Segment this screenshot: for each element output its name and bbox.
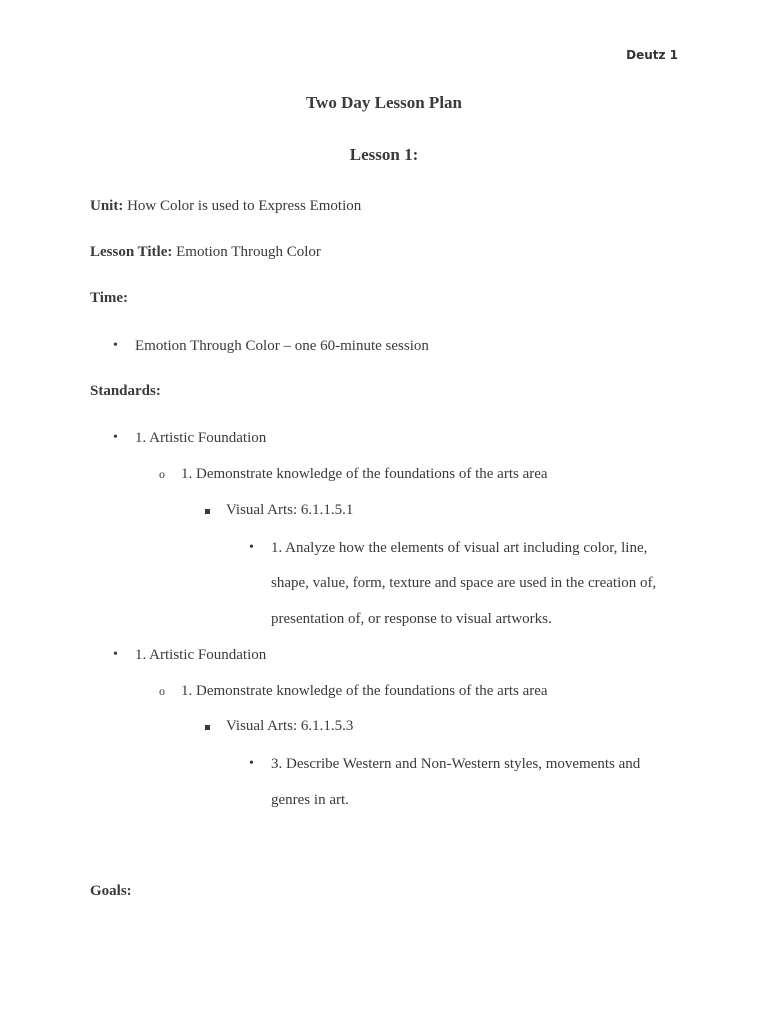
standard-detail-line: • 3. Describe Western and Non-Western styles, movements and bbox=[271, 756, 640, 773]
standard-knowledge: o 1. Demonstrate knowledge of the foundations of the arts area bbox=[181, 683, 548, 700]
standard-visual-arts: Visual Arts: 6.1.1.5.3 bbox=[226, 718, 354, 734]
document-title: Two Day Lesson Plan bbox=[305, 93, 462, 112]
unit-value: How Color is used to Express Emotion bbox=[127, 198, 362, 214]
lesson-title-label: Lesson Title: bbox=[90, 244, 173, 260]
lesson-title-value: Emotion Through Color bbox=[176, 244, 321, 260]
lesson-heading: Lesson 1: bbox=[349, 145, 419, 164]
running-head: Deutz 1 bbox=[626, 48, 678, 62]
time-label: Time: bbox=[90, 290, 129, 306]
goals-label: Goals: bbox=[90, 883, 132, 899]
standard-knowledge: o 1. Demonstrate knowledge of the foundations of the arts area bbox=[181, 466, 548, 483]
standard-foundation: • 1. Artistic Foundation bbox=[135, 647, 266, 664]
standard-visual-arts: Visual Arts: 6.1.1.5.1 bbox=[226, 502, 354, 518]
unit-line bbox=[90, 198, 361, 215]
standard-detail-line: shape, value, form, texture and space are used in the creation of, bbox=[271, 575, 657, 591]
unit-label: Unit: bbox=[90, 198, 124, 214]
standard-detail-line: • 1. Analyze how the elements of visual art including color, line, bbox=[271, 540, 647, 557]
standards-label: Standards: bbox=[90, 383, 161, 399]
standard-detail-line: genres in art. bbox=[271, 792, 349, 808]
standard-foundation: • 1. Artistic Foundation bbox=[135, 430, 266, 447]
lesson-title-line bbox=[90, 244, 321, 261]
standard-detail-line: presentation of, or response to visual artworks. bbox=[271, 611, 552, 627]
time-item: • Emotion Through Color – one 60-minute session bbox=[135, 338, 429, 355]
